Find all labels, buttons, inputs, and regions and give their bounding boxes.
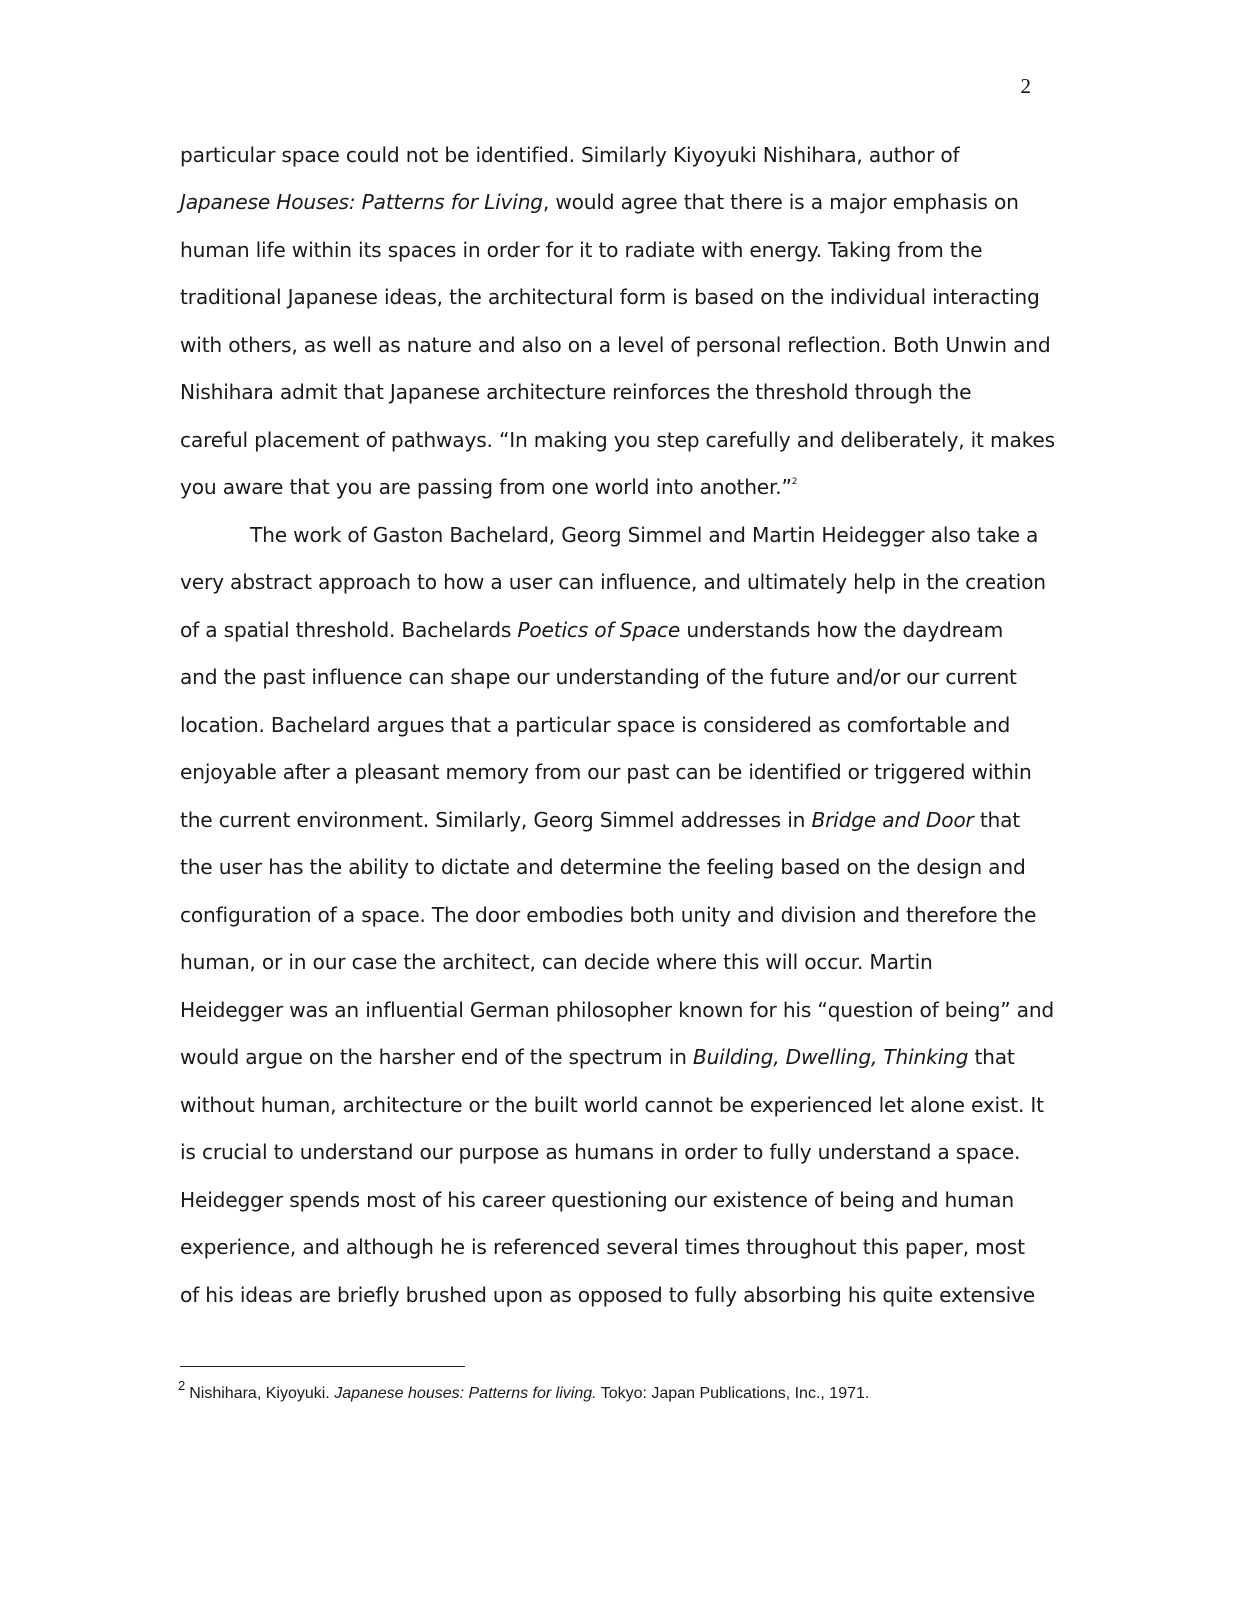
body-line: is crucial to understand our purpose as humans in order to fully understand a space.: [180, 1140, 1021, 1164]
body-line: and the past influence can shape our understanding of the future and/or our current: [180, 665, 1017, 689]
body-line: careful placement of pathways. “In making you step carefully and deliberately, it makes: [180, 428, 1055, 452]
body-line: of his ideas are briefly brushed upon as opposed to fully absorbing his quite extensive: [180, 1283, 1036, 1307]
body-line: experience, and although he is referenced several times throughout this paper, most: [180, 1235, 1025, 1259]
body-line: the current environment. Similarly, Georg Simmel addresses in Bridge and Door that: [180, 808, 1021, 832]
body-line: human, or in our case the architect, can decide where this will occur. Martin: [180, 950, 933, 974]
book-title: Japanese Houses: Patterns for Living: [180, 190, 543, 214]
page-number: 2: [1020, 74, 1031, 98]
body-line: traditional Japanese ideas, the architectural form is based on the individual interacting: [180, 285, 1040, 309]
body-line: enjoyable after a pleasant memory from our past can be identified or triggered within: [180, 760, 1032, 784]
body-line: the user has the ability to dictate and determine the feeling based on the design and: [180, 855, 1026, 879]
body-line: would argue on the harsher end of the spectrum in Building, Dwelling, Thinking that: [180, 1045, 1015, 1069]
book-title: Poetics of Space: [517, 618, 681, 642]
book-title: Bridge and Door: [811, 808, 974, 832]
body-line: of a spatial threshold. Bachelards Poetics of Space understands how the daydream: [180, 618, 1004, 642]
footnote-reference: 2: [791, 477, 798, 487]
body-line: without human, architecture or the built world cannot be experienced let alone exist. It: [180, 1093, 1044, 1117]
body-line: Heidegger spends most of his career questioning our existence of being and human: [180, 1188, 1014, 1212]
book-title: Building, Dwelling, Thinking: [692, 1045, 969, 1069]
footnote: $^2$ Nishihara, Kiyoyuki. Japanese houses: Patterns for living. Tokyo: Japan Publications, Inc., 1971.: [178, 1378, 870, 1402]
body-line: with others, as well as nature and also on a level of personal reflection. Both Unwin and: [180, 333, 1051, 357]
body-line: Heidegger was an influential German philosopher known for his “question of being” and: [180, 998, 1055, 1022]
book-title: Japanese houses: Patterns for living.: [334, 1385, 597, 1402]
footnote-separator: [180, 1366, 465, 1367]
body-line: Japanese Houses: Patterns for Living, would agree that there is a major emphasis on: [180, 190, 1019, 214]
body-line: human life within its spaces in order for it to radiate with energy. Taking from the: [180, 238, 983, 262]
body-line: you aware that you are passing from one world into another.”$^2$: [180, 475, 798, 499]
body-line: particular space could not be identified. Similarly Kiyoyuki Nishihara, author of: [180, 143, 960, 167]
body-line: location. Bachelard argues that a particular space is considered as comfortable and: [180, 713, 1011, 737]
body-line: Nishihara admit that Japanese architecture reinforces the threshold through the: [180, 380, 972, 404]
body-line: configuration of a space. The door embodies both unity and division and therefore the: [180, 903, 1037, 927]
body-line: very abstract approach to how a user can influence, and ultimately help in the creation: [180, 570, 1046, 594]
body-line: The work of Gaston Bachelard, Georg Simmel and Martin Heidegger also take a: [250, 523, 1039, 547]
footnote-mark: 2: [178, 1378, 186, 1393]
